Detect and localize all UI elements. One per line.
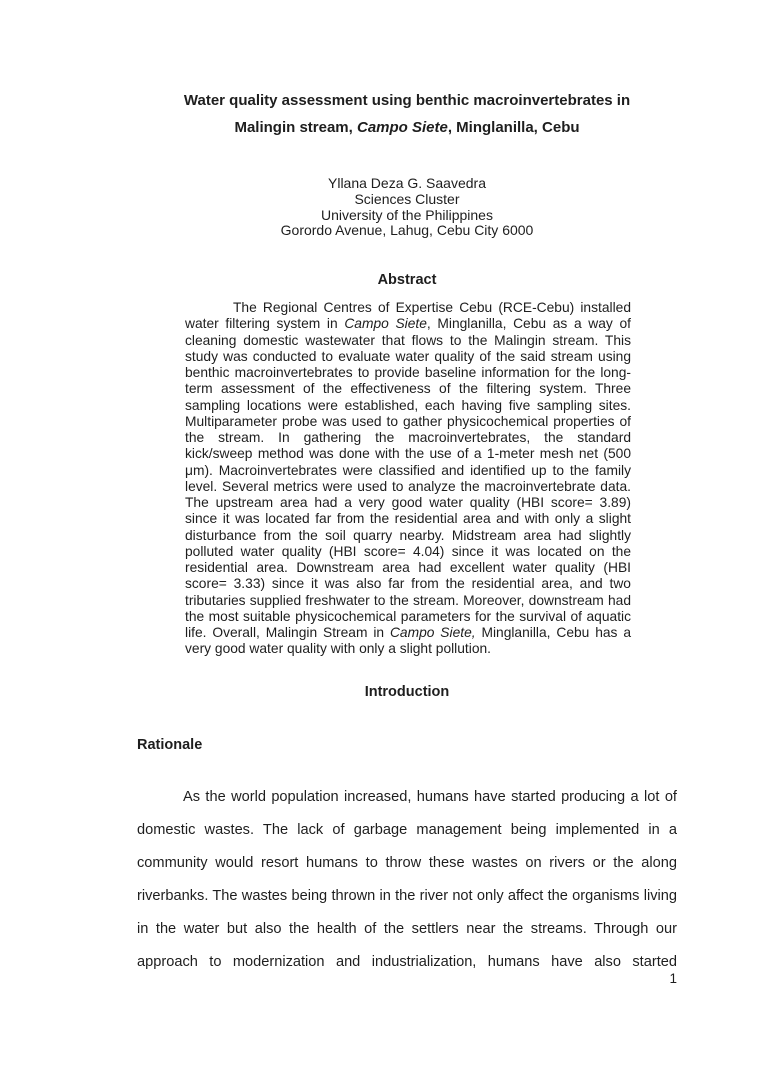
abstract-heading: Abstract (377, 272, 437, 288)
paper-title (137, 87, 677, 141)
paper-title-line-1: Water quality assessment using benthic macroinvertebrates in (183, 92, 631, 109)
author-unit: Sciences Cluster (354, 190, 460, 207)
author-address: Gorordo Avenue, Lahug, Cebu City 6000 (280, 222, 534, 239)
introduction-heading: Introduction (364, 684, 450, 700)
rationale-paragraph: As the world population increased, humans have started producing a lot of domestic wastes. The lack of garbage management being implemented in a community would resort humans to throw these wastes on rivers or the along riverbanks. The wastes being thrown in the river not only affect the organisms living in the water but also the health of the settlers near the streams. Through our approach to modernization and industrialization, humans have also started (137, 789, 677, 970)
author-institution: University of the Philippines (321, 206, 493, 223)
rationale-heading: Rationale (137, 737, 203, 753)
author-block (137, 176, 677, 239)
abstract-body: The Regional Centres of Expertise Cebu (RCE-Cebu) installed water filtering system in Campo Siete, Minglanilla, Cebu as a way of cleaning domestic wastewater that flows to the Malingin stream. This study was conducted to evaluate water quality of the said stream using benthic macroinvertebrates to provide baseline information for the long-term assessment of the effectiveness of the filtering system. Three sampling locations were established, each having five sampling sites. Multiparameter probe was used to gather physicochemical properties of the stream. In gathering the macroinvertebrates, the standard kick/sweep method was done with the use of a 1-meter mesh net (500 μm). Macroinvertebrates were classified and identified up to the family level. Several metrics were used to analyze the macroinvertebrate data. The upstream area had a very good water quality (HBI score= 3.89) since it was located far from the residential area and with only a slight disturbance from the soil quarry nearby. Midstream area had slightly polluted water quality (HBI score= 4.04) since it was located on the residential area. Downstream area had excellent water quality (HBI score= 3.33) since it was also far from the residential area, and two tributaries supplied freshwater to the stream. Moreover, downstream had the most suitable physicochemical parameters for the survival of aquatic life. Overall, Malingin Stream in Campo Siete, Minglanilla, Cebu has a very good water quality with only a slight pollution. (185, 300, 632, 657)
page-number: 1 (669, 971, 677, 986)
author-name: Yllana Deza G. Saavedra (328, 175, 486, 191)
paper-title-line-2: Malingin stream, Campo Siete, Minglanilla, Cebu (234, 119, 580, 136)
